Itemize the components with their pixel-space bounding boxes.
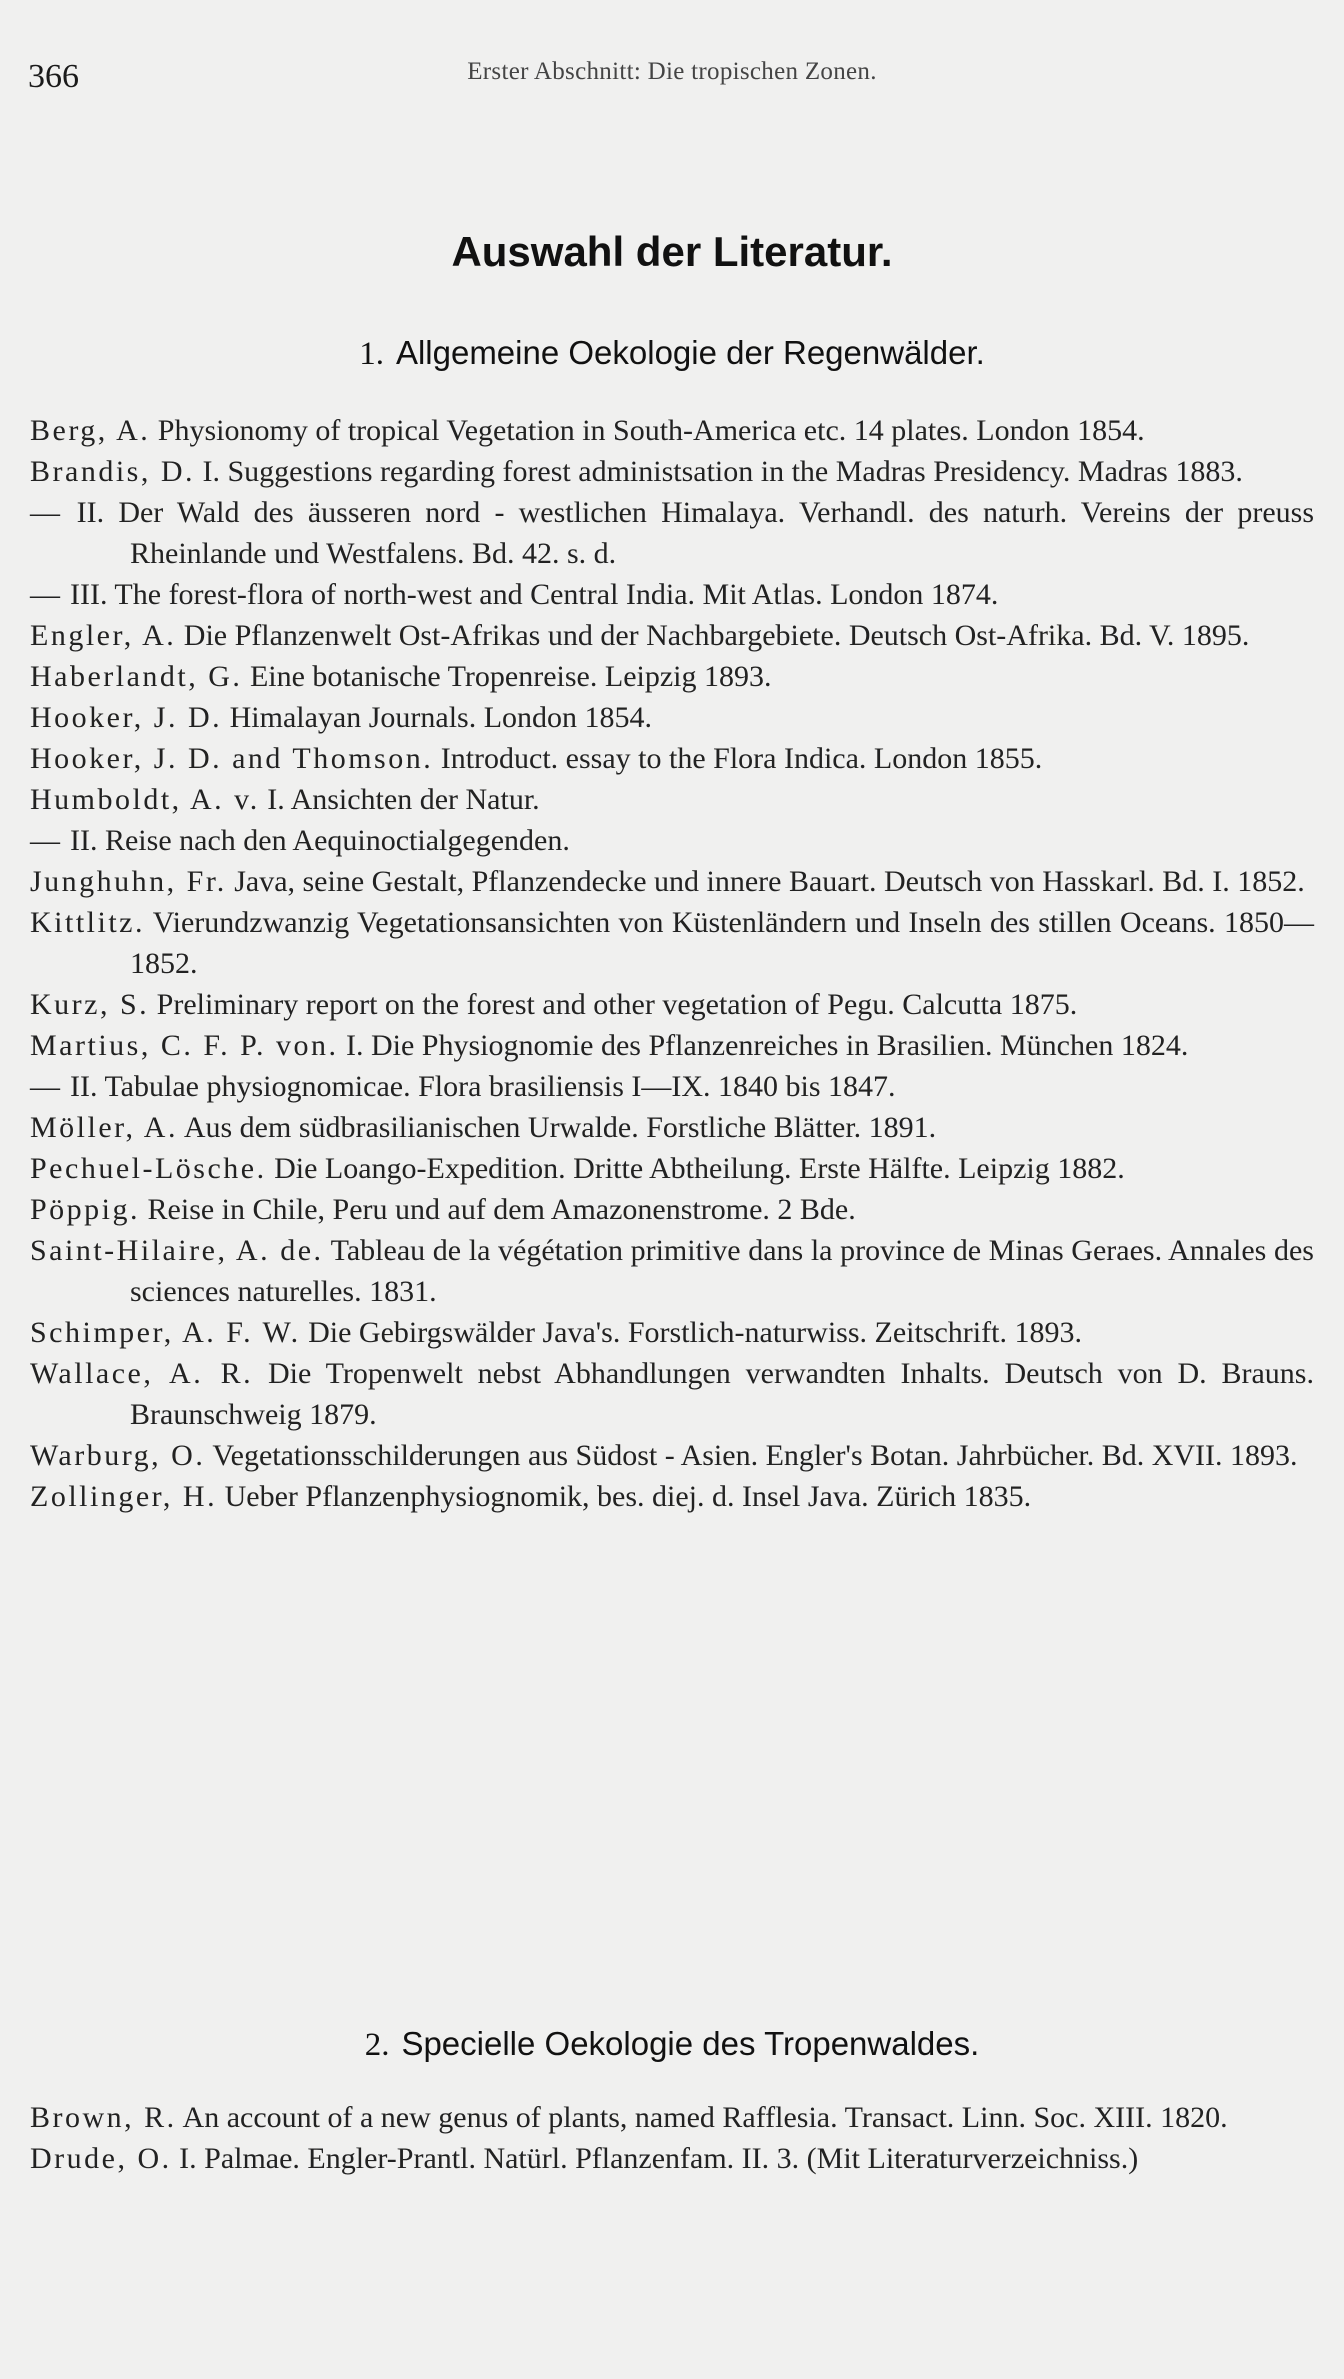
entry-author: Humboldt, A. v. [30, 783, 260, 816]
entry-author: — [30, 496, 63, 529]
bibliography-list-2 [30, 2097, 1314, 2179]
bibliography-entry [30, 615, 1314, 656]
bibliography-entry [30, 410, 1314, 451]
section-title: Specielle Oekologie des Tropenwaldes. [401, 2025, 980, 2062]
bibliography-entry [30, 1353, 1314, 1435]
bibliography-entry [30, 1476, 1314, 1517]
entry-author: — [30, 824, 63, 857]
bibliography-entry [30, 574, 1314, 615]
bibliography-entry [30, 1312, 1314, 1353]
entry-text: Reise in Chile, Peru und auf dem Amazonenstrome. 2 Bde. [147, 1193, 856, 1226]
entry-author: Möller, A. [30, 1111, 178, 1144]
running-head [28, 52, 1316, 102]
section-number: 2. [364, 2027, 390, 2063]
bibliography-entry [30, 2097, 1314, 2138]
entry-text: Die Pflanzenwelt Ost-Afrikas und der Nachbargebiete. Deutsch Ost-Afrika. Bd. V. 1895. [183, 619, 1250, 652]
section-number: 1. [359, 336, 384, 372]
entry-text: I. Ansichten der Natur. [267, 783, 540, 816]
bibliography-entry [30, 738, 1314, 779]
running-title: Erster Abschnitt: Die tropischen Zonen. [467, 58, 877, 85]
entry-author: — [30, 1070, 63, 1103]
section-heading-1 [0, 334, 1344, 373]
entry-author: Engler, A. [30, 619, 177, 652]
entry-text: Vierundzwanzig Vegetationsansichten von Küstenländern und Inseln des stillen Oceans. 1850—1852. [130, 906, 1314, 980]
entry-author: Pechuel-Lösche. [30, 1152, 267, 1185]
bibliography-entry [30, 1230, 1314, 1312]
section-title: Allgemeine Oekologie der Regenwälder. [395, 334, 985, 371]
bibliography-entry [30, 902, 1314, 984]
entry-author: Saint-Hilaire, A. de. [30, 1234, 324, 1267]
bibliography-entry [30, 492, 1314, 574]
entry-author: Martius, C. F. P. von. [30, 1029, 339, 1062]
entry-text: Eine botanische Tropenreise. Leipzig 1893. [249, 660, 772, 693]
entry-author: Brown, R. [30, 2101, 177, 2134]
entry-author: Drude, O. [30, 2142, 172, 2175]
entry-text: Java, seine Gestalt, Pflanzendecke und innere Bauart. Deutsch von Hasskarl. Bd. I. 1852. [234, 865, 1305, 898]
entry-author: Hooker, J. D. [30, 701, 223, 734]
entry-author: — [30, 578, 63, 611]
page-number: 366 [28, 58, 79, 95]
entry-author: Wallace, A. R. [30, 1357, 254, 1390]
bibliography-entry [30, 1148, 1314, 1189]
entry-author: Warburg, O. [30, 1439, 206, 1472]
entry-text: Introduct. essay to the Flora Indica. London 1855. [440, 742, 1043, 775]
bibliography-entry [30, 1066, 1314, 1107]
entry-text: Physionomy of tropical Vegetation in South-America etc. 14 plates. London 1854. [157, 414, 1145, 447]
entry-author: Berg, A. [30, 414, 151, 447]
entry-text: Die Loango-Expedition. Dritte Abtheilung. Erste Hälfte. Leipzig 1882. [274, 1152, 1125, 1185]
bibliography-entry [30, 697, 1314, 738]
bibliography-entry [30, 451, 1314, 492]
bibliography-entry [30, 656, 1314, 697]
entry-author: Junghuhn, Fr. [30, 865, 227, 898]
entry-author: Brandis, D. [30, 455, 195, 488]
entry-text: Tableau de la végétation primitive dans la province de Minas Geraes. Annales des sciences naturelles. 1831. [130, 1234, 1314, 1308]
entry-author: Pöppig. [30, 1193, 141, 1226]
page-title: Auswahl der Literatur. [451, 228, 893, 275]
entry-text: Aus dem südbrasilianischen Urwalde. Forstliche Blätter. 1891. [183, 1111, 937, 1144]
entry-text: Ueber Pflanzenphysiognomik, bes. diej. d. Insel Java. Zürich 1835. [224, 1480, 1032, 1513]
entry-text: Preliminary report on the forest and other vegetation of Pegu. Calcutta 1875. [156, 988, 1078, 1021]
section-heading-2 [0, 2025, 1344, 2064]
bibliography-entry [30, 1107, 1314, 1148]
entry-text: Die Gebirgswälder Java's. Forstlich-naturwiss. Zeitschrift. 1893. [308, 1316, 1082, 1349]
entry-text: I. Palmae. Engler-Prantl. Natürl. Pflanzenfam. II. 3. (Mit Literaturverzeichniss.) [179, 2142, 1139, 2175]
bibliography-entry [30, 1025, 1314, 1066]
entry-text: II. Tabulae physiognomicae. Flora brasiliensis I—IX. 1840 bis 1847. [70, 1070, 896, 1103]
entry-author: Kittlitz. [30, 906, 145, 939]
entry-text: Die Tropenwelt nebst Abhandlungen verwandten Inhalts. Deutsch von D. Brauns. Braunschweig 1879. [130, 1357, 1314, 1431]
bibliography-entry [30, 1189, 1314, 1230]
entry-text: II. Reise nach den Aequinoctialgegenden. [70, 824, 570, 857]
bibliography-entry [30, 2138, 1314, 2179]
entry-author: Hooker, J. D. and Thomson. [30, 742, 434, 775]
bibliography-entry [30, 1435, 1314, 1476]
bibliography-entry [30, 861, 1314, 902]
bibliography-entry [30, 779, 1314, 820]
entry-author: Kurz, S. [30, 988, 150, 1021]
entry-author: Haberlandt, G. [30, 660, 243, 693]
entry-text: II. Der Wald des äusseren nord - westlichen Himalaya. Verhandl. des naturh. Vereins der preuss Rheinlande und Westfalens. Bd. 42. s. d. [76, 496, 1314, 570]
bibliography-list-1 [30, 410, 1314, 1517]
entry-text: I. Suggestions regarding forest administsation in the Madras Presidency. Madras 1883. [202, 455, 1243, 488]
entry-author: Schimper, A. F. W. [30, 1316, 301, 1349]
entry-text: An account of a new genus of plants, named Rafflesia. Transact. Linn. Soc. XIII. 1820. [182, 2101, 1228, 2134]
entry-text: I. Die Physiognomie des Pflanzenreiches in Brasilien. München 1824. [345, 1029, 1189, 1062]
bibliography-entry [30, 984, 1314, 1025]
entry-author: Zollinger, H. [30, 1480, 218, 1513]
bibliography-entry [30, 820, 1314, 861]
entry-text: Himalayan Journals. London 1854. [229, 701, 653, 734]
entry-text: Vegetationsschilderungen aus Südost - Asien. Engler's Botan. Jahrbücher. Bd. XVII. 1893. [212, 1439, 1298, 1472]
entry-text: III. The forest-flora of north-west and Central India. Mit Atlas. London 1874. [70, 578, 999, 611]
